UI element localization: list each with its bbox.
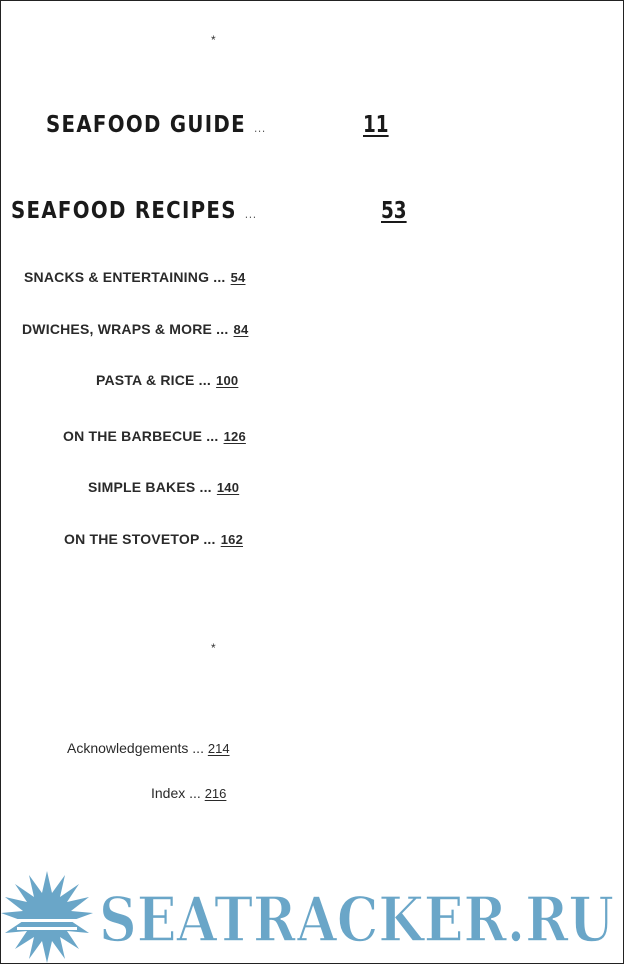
watermark-text: SEATRACKER.RU [99,883,614,956]
entry-title: ON THE STOVETOP ... [64,531,216,547]
watermark [1,869,623,963]
entry-page-link[interactable]: 214 [207,741,230,756]
entry-title: SNACKS & ENTERTAINING ... [24,269,226,285]
entry-title: SIMPLE BAKES ... [88,479,212,495]
section-page-link[interactable]: 11 [363,112,389,138]
entry-page-link[interactable]: 126 [223,429,246,444]
toc-entry-simple-bakes[interactable] [88,479,239,495]
section-title: SEAFOOD RECIPES [11,198,237,224]
entry-title: DWICHES, WRAPS & MORE ... [22,321,229,337]
entry-page-link[interactable]: 84 [233,322,249,337]
entry-title: Index ... [151,785,201,801]
asterisk-divider-middle: * [211,641,216,655]
toc-entry-barbecue[interactable] [63,428,246,444]
entry-title: PASTA & RICE ... [96,372,211,388]
leader-dots: ... [244,206,257,221]
entry-page-link[interactable]: 162 [220,532,244,547]
toc-section-seafood-recipes[interactable] [11,198,257,224]
entry-page-link[interactable]: 216 [204,786,227,801]
section-page-link[interactable]: 53 [381,198,407,224]
asterisk-divider-top: * [211,33,216,47]
watermark-graphic [1,869,623,963]
toc-entry-snacks[interactable] [24,269,246,285]
toc-section-seafood-guide[interactable] [46,112,266,138]
entry-page-link[interactable]: 100 [216,373,239,388]
toc-entry-acknowledgements[interactable] [67,740,230,756]
toc-entry-stovetop[interactable] [64,531,243,547]
toc-entry-sandwiches[interactable] [22,321,248,337]
toc-entry-pasta-rice[interactable] [96,372,238,388]
section-title: SEAFOOD GUIDE [46,112,246,138]
entry-page-link[interactable]: 140 [216,480,240,495]
leader-dots: ... [254,120,266,135]
toc-entry-index[interactable] [151,785,226,801]
entry-page-link[interactable]: 54 [230,270,246,285]
sun-icon [1,871,93,963]
entry-title: ON THE BARBECUE ... [63,428,219,444]
entry-title: Acknowledgements ... [67,740,204,756]
